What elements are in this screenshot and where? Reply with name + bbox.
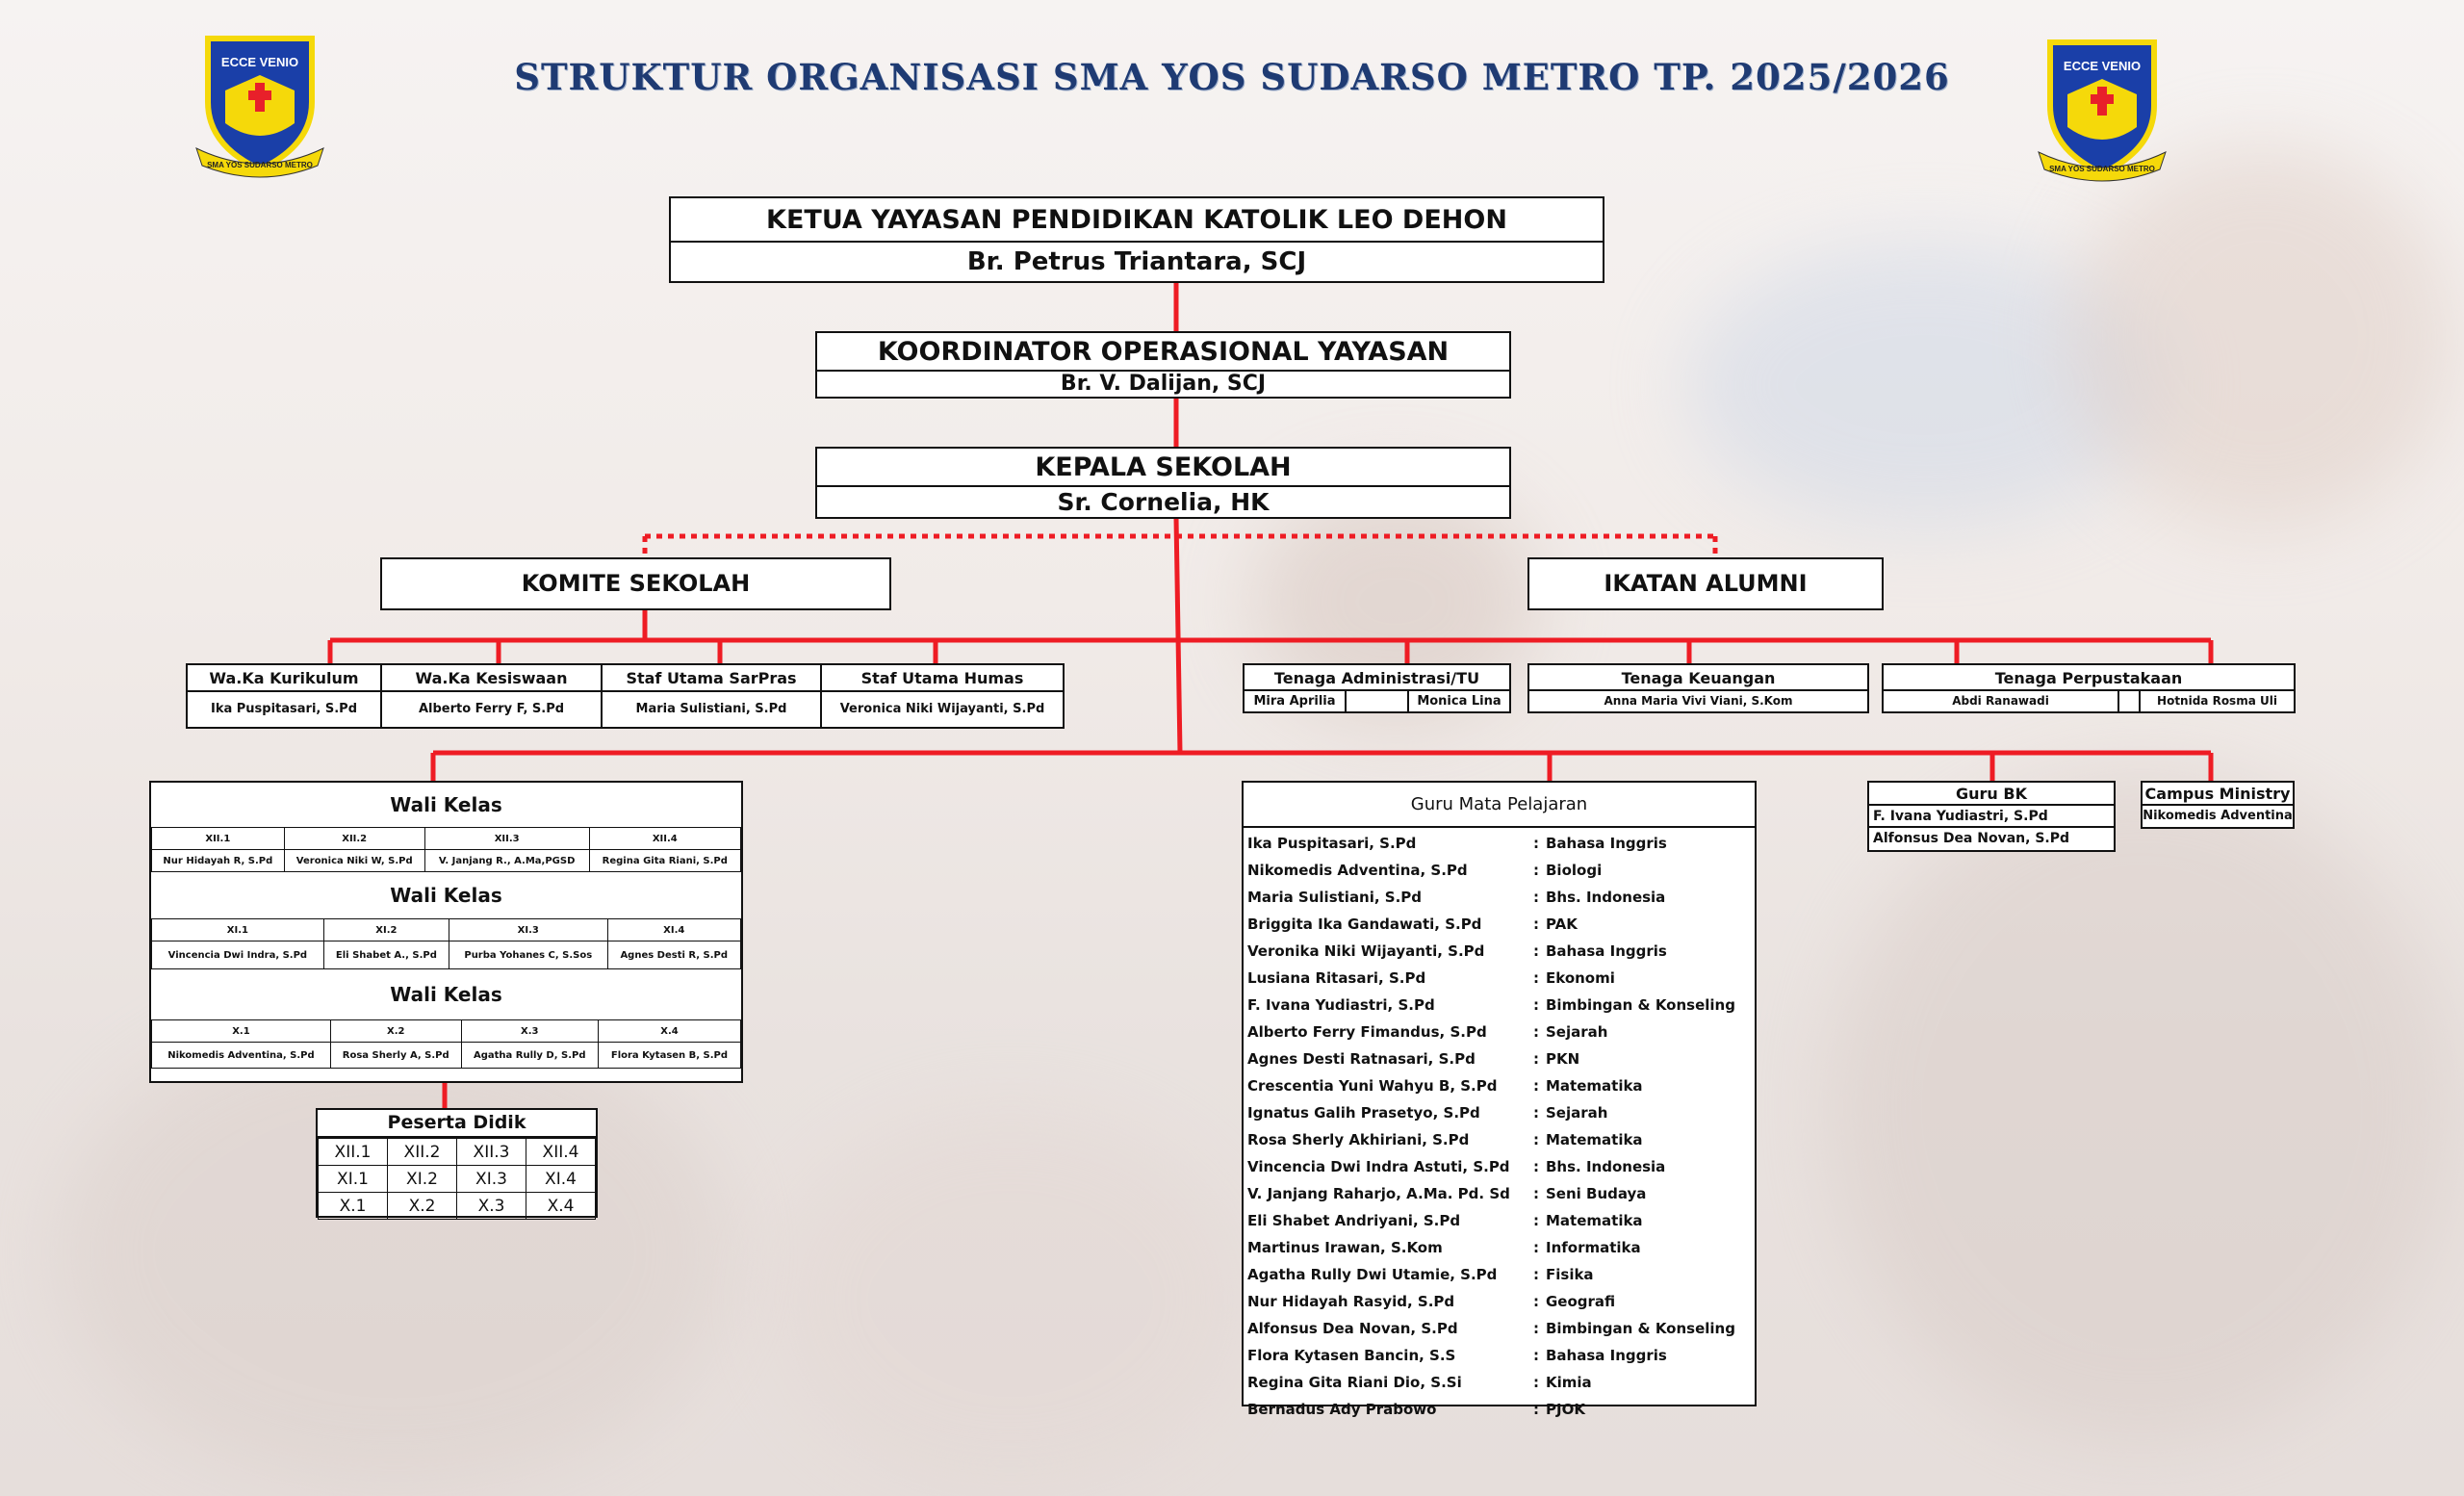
guru-row [1244,1126,1755,1153]
wali-kelas-xi-table [151,918,741,969]
guru-mata-pelajaran-box [1242,781,1757,1418]
guru-name: V. Janjang Raharjo, A.Ma. Pd. Sd [1247,1185,1510,1202]
guru-subject: Informatika [1546,1239,1641,1256]
guru-separator: : [1533,1104,1539,1122]
guru-row [1244,1396,1755,1423]
guru-name: Veronika Niki Wijayanti, S.Pd [1247,942,1485,960]
guru-name: F. Ivana Yudiastri, S.Pd [1247,996,1435,1014]
guru-subject: Seni Budaya [1546,1185,1647,1202]
guru-row [1244,1099,1755,1126]
guru-subject: Bhs. Indonesia [1546,1158,1666,1175]
guru-separator: : [1533,1158,1539,1175]
kepala-sekolah-box [815,447,1511,519]
wali-xii-class: XII.2 [284,828,424,850]
guru-separator: : [1533,1185,1539,1202]
peserta-class: X.2 [388,1193,457,1220]
guru-row [1244,1261,1755,1288]
logo-ribbon-right: SMA YOS SUDARSO METRO [2049,165,2155,173]
guru-row [1244,1180,1755,1207]
guru-subject: PAK [1546,916,1578,933]
guru-separator: : [1533,1401,1539,1418]
staf-sarpras-role: Staf Utama SarPras [603,665,820,692]
guru-name: Agnes Desti Ratnasari, S.Pd [1247,1050,1476,1068]
guru-separator: : [1533,996,1539,1014]
ketua-yayasan-box [669,196,1604,283]
guru-bk-box [1867,781,2116,852]
guru-name: Regina Gita Riani Dio, S.Si [1247,1374,1462,1391]
wakil-staf-group [186,663,1065,729]
kepala-role: KEPALA SEKOLAH [817,449,1509,487]
keuangan-role: Tenaga Keuangan [1529,665,1867,691]
perpus-name-2: Hotnida Rosma Uli [2139,691,2294,711]
guru-title: Guru Mata Pelajaran [1244,783,1755,828]
bk-title: Guru BK [1869,783,2114,806]
guru-name: Alberto Ferry Fimandus, S.Pd [1247,1023,1487,1041]
guru-subject: Fisika [1546,1266,1594,1283]
wali-xii-class: XII.1 [152,828,285,850]
peserta-class: X.4 [526,1193,596,1220]
guru-name: Ignatus Galih Prasetyo, S.Pd [1247,1104,1480,1122]
guru-row [1244,884,1755,911]
guru-subject: Geografi [1546,1293,1616,1310]
staf-sarpras [603,665,822,727]
peserta-table [318,1138,596,1220]
koordinator-role: KOORDINATOR OPERASIONAL YAYASAN [817,333,1509,372]
guru-separator: : [1533,889,1539,906]
wali-xii-name: Regina Gita Riani, S.Pd [589,850,740,872]
guru-subject: Ekonomi [1546,969,1615,987]
perpus-spacer [2119,691,2139,711]
guru-name: Nur Hidayah Rasyid, S.Pd [1247,1293,1455,1310]
peserta-class: XII.1 [319,1139,388,1166]
komite-sekolah-box: KOMITE SEKOLAH [380,557,891,610]
wali-kelas-box [149,781,743,1083]
guru-subject: Bhs. Indonesia [1546,889,1666,906]
guru-separator: : [1533,916,1539,933]
staf-humas-role: Staf Utama Humas [822,665,1063,692]
wali-x-name: Flora Kytasen B, S.Pd [598,1043,740,1069]
tenaga-administrasi-box [1243,663,1511,713]
guru-name: Maria Sulistiani, S.Pd [1247,889,1423,906]
ministry-name: Nikomedis Adventina [2143,809,2293,823]
guru-separator: : [1533,862,1539,879]
ketua-name: Br. Petrus Triantara, SCJ [966,247,1307,276]
guru-subject: Sejarah [1546,1104,1608,1122]
koordinator-name: Br. V. Dalijan, SCJ [1060,372,1267,396]
wakil-kesiswaan [382,665,603,727]
wali-kelas-x-title: Wali Kelas [390,983,502,1006]
guru-separator: : [1533,969,1539,987]
peserta-class: X.1 [319,1193,388,1220]
wali-x-class: X.3 [461,1020,598,1043]
guru-row [1244,1369,1755,1396]
logo-ribbon: SMA YOS SUDARSO METRO [207,161,313,169]
guru-name: Bernadus Ady Prabowo [1247,1401,1437,1418]
guru-subject: Bimbingan & Konseling [1546,1320,1735,1337]
peserta-class: X.3 [457,1193,526,1220]
guru-name: Nikomedis Adventina, S.Pd [1247,862,1468,879]
peserta-class: XI.2 [388,1166,457,1193]
wali-kelas-xi-title: Wali Kelas [390,884,502,907]
guru-subject: Bahasa Inggris [1546,942,1667,960]
guru-separator: : [1533,1293,1539,1310]
page-title: STRUKTUR ORGANISASI SMA YOS SUDARSO METRO TP. 2025/2026 [514,56,1950,98]
wali-x-class: X.4 [598,1020,740,1043]
school-logo-left [192,35,327,179]
wali-xii-class: XII.3 [424,828,589,850]
guru-subject: Bimbingan & Konseling [1546,996,1735,1014]
guru-subject: Biologi [1546,862,1603,879]
perpus-role: Tenaga Perpustakaan [1884,665,2294,691]
guru-name: Martinus Irawan, S.Kom [1247,1239,1443,1256]
guru-separator: : [1533,835,1539,852]
guru-row [1244,1072,1755,1099]
wakil-kurikulum-role: Wa.Ka Kurikulum [188,665,380,692]
wali-x-class: X.1 [152,1020,331,1043]
guru-separator: : [1533,1347,1539,1364]
guru-separator: : [1533,1077,1539,1095]
staf-humas-name: Veronica Niki Wijayanti, S.Pd [839,702,1045,716]
guru-name: Crescentia Yuni Wahyu B, S.Pd [1247,1077,1498,1095]
guru-separator: : [1533,1266,1539,1283]
guru-name: Flora Kytasen Bancin, S.S [1247,1347,1456,1364]
peserta-class: XII.3 [457,1139,526,1166]
wali-xi-name: Vincencia Dwi Indra, S.Pd [152,941,324,969]
guru-name: Rosa Sherly Akhiriani, S.Pd [1247,1131,1470,1148]
wali-xi-class: XI.2 [323,919,449,941]
guru-row [1244,992,1755,1019]
wali-x-name: Rosa Sherly A, S.Pd [330,1043,461,1069]
wali-xii-name: Nur Hidayah R, S.Pd [152,850,285,872]
guru-separator: : [1533,1131,1539,1148]
wali-xii-name: Veronica Niki W, S.Pd [284,850,424,872]
tenaga-keuangan-box [1527,663,1869,713]
tu-name-2: Monica Lina [1407,691,1509,711]
guru-row [1244,1342,1755,1369]
koordinator-box [815,331,1511,399]
guru-subject: PKN [1546,1050,1580,1068]
guru-row [1244,1019,1755,1045]
guru-separator: : [1533,1374,1539,1391]
wali-kelas-xii-table [151,827,741,872]
guru-name: Lusiana Ritasari, S.Pd [1247,969,1426,987]
wakil-kesiswaan-role: Wa.Ka Kesiswaan [382,665,601,692]
peserta-class: XI.4 [526,1166,596,1193]
guru-subject: Bahasa Inggris [1546,835,1667,852]
wali-x-name: Agatha Rully D, S.Pd [461,1043,598,1069]
bk-name-1: F. Ivana Yudiastri, S.Pd [1869,806,2114,828]
staf-humas [822,665,1063,727]
guru-row [1244,1045,1755,1072]
guru-row [1244,1153,1755,1180]
wali-x-name: Nikomedis Adventina, S.Pd [152,1043,331,1069]
guru-subject: Sejarah [1546,1023,1608,1041]
keuangan-name: Anna Maria Vivi Viani, S.Kom [1604,694,1793,708]
school-logo-right [2035,39,2169,183]
guru-name: Agatha Rully Dwi Utamie, S.Pd [1247,1266,1498,1283]
wali-xi-class: XI.1 [152,919,324,941]
kepala-name: Sr. Cornelia, HK [1057,488,1270,516]
wali-xi-name: Eli Shabet A., S.Pd [323,941,449,969]
peserta-class: XI.1 [319,1166,388,1193]
wali-xi-name: Purba Yohanes C, S.Sos [449,941,608,969]
guru-row [1244,1234,1755,1261]
guru-separator: : [1533,1212,1539,1229]
guru-subject: Matematika [1546,1212,1643,1229]
ikatan-alumni-box: IKATAN ALUMNI [1527,557,1884,610]
guru-row [1244,1315,1755,1342]
logo-motto: ECCE VENIO [220,55,299,69]
guru-subject: Bahasa Inggris [1546,1347,1667,1364]
logo-motto-right: ECCE VENIO [2063,59,2142,73]
guru-separator: : [1533,1320,1539,1337]
bk-name-2: Alfonsus Dea Novan, S.Pd [1873,831,2070,846]
guru-row [1244,911,1755,938]
tenaga-perpustakaan-box [1882,663,2296,713]
guru-name: Alfonsus Dea Novan, S.Pd [1247,1320,1458,1337]
ministry-title: Campus Ministry [2143,783,2293,806]
guru-name: Eli Shabet Andriyani, S.Pd [1247,1212,1461,1229]
guru-separator: : [1533,942,1539,960]
guru-row [1244,1207,1755,1234]
peserta-class: XI.3 [457,1166,526,1193]
guru-row [1244,857,1755,884]
wali-xi-class: XI.3 [449,919,608,941]
guru-row [1244,1288,1755,1315]
guru-subject: Matematika [1546,1077,1643,1095]
peserta-class: XII.2 [388,1139,457,1166]
peserta-didik-box [316,1108,598,1218]
guru-separator: : [1533,1050,1539,1068]
tu-name-1: Mira Aprilia [1245,691,1347,711]
guru-name: Vincencia Dwi Indra Astuti, S.Pd [1247,1158,1510,1175]
wali-kelas-x-table [151,1019,741,1069]
wali-kelas-xii-title: Wali Kelas [390,793,502,816]
guru-row [1244,965,1755,992]
wali-xi-name: Agnes Desti R, S.Pd [607,941,740,969]
guru-name: Briggita Ika Gandawati, S.Pd [1247,916,1482,933]
guru-name: Ika Puspitasari, S.Pd [1247,835,1417,852]
perpus-name-1: Abdi Ranawadi [1884,691,2119,711]
tu-spacer [1347,691,1407,711]
ketua-role: KETUA YAYASAN PENDIDIKAN KATOLIK LEO DEHON [671,198,1603,243]
wali-x-class: X.2 [330,1020,461,1043]
peserta-title: Peserta Didik [318,1110,596,1138]
wali-xii-class: XII.4 [589,828,740,850]
guru-list [1244,828,1755,1423]
guru-subject: Kimia [1546,1374,1592,1391]
campus-ministry-box [2141,781,2295,829]
guru-separator: : [1533,1023,1539,1041]
staf-sarpras-name: Maria Sulistiani, S.Pd [635,702,787,716]
wali-xi-class: XI.4 [607,919,740,941]
tu-role: Tenaga Administrasi/TU [1245,665,1509,691]
guru-row [1244,938,1755,965]
wali-xii-name: V. Janjang R., A.Ma,PGSD [424,850,589,872]
guru-separator: : [1533,1239,1539,1256]
wakil-kurikulum [188,665,382,727]
guru-subject: PJOK [1546,1401,1585,1418]
peserta-class: XII.4 [526,1139,596,1166]
wakil-kurikulum-name: Ika Puspitasari, S.Pd [210,702,358,716]
guru-subject: Matematika [1546,1131,1643,1148]
guru-row [1244,830,1755,857]
wakil-kesiswaan-name: Alberto Ferry F, S.Pd [418,702,565,716]
